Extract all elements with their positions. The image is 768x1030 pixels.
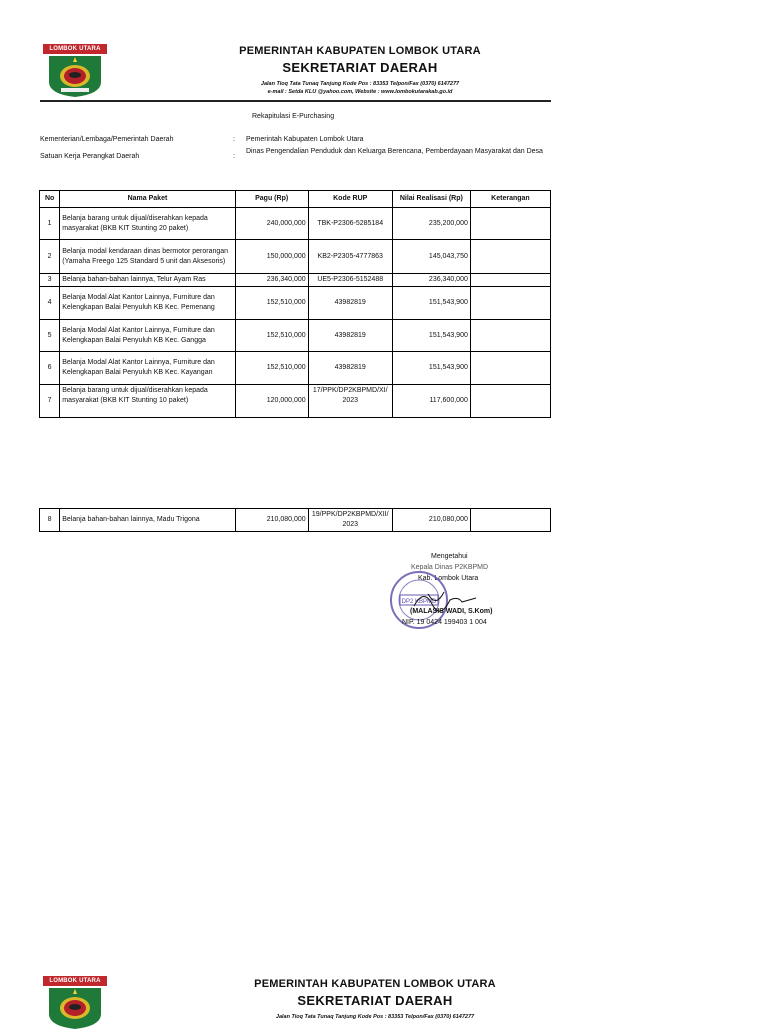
cell-package-name: Belanja Modal Alat Kantor Lainnya, Furniture dan Kelengkapan Balai Penyuluh KB Kec. Kayangan	[60, 352, 235, 385]
work-unit-colon: :	[233, 153, 235, 160]
cell-no: 8	[40, 509, 60, 532]
cell-remarks	[470, 352, 550, 385]
cell-package-name: Belanja bahan-bahan lainnya, Telur Ayam Ras	[60, 274, 235, 287]
cell-remarks	[470, 274, 550, 287]
sig-nip: NIP. 19 0424 199403 1 004	[402, 619, 487, 626]
letterhead-page2	[75, 978, 675, 1021]
header-budget: Pagu (Rp)	[235, 191, 308, 208]
procurement-table	[39, 190, 551, 418]
ministry-colon: :	[233, 136, 235, 143]
cell-package-name: Belanja Modal Alat Kantor Lainnya, Furniture dan Kelengkapan Balai Penyuluh KB Kec. Gangga	[60, 320, 235, 352]
sig-acknowledged: Mengetahui	[431, 553, 468, 560]
document-title: Rekapitulasi E-Purchasing	[252, 113, 335, 120]
table-header-row	[40, 191, 551, 208]
cell-rup-code: 19/PPK/DP2KBPMD/XII/ 2023	[308, 509, 392, 532]
cell-remarks	[470, 320, 550, 352]
procurement-table-continued	[39, 508, 551, 532]
cell-no: 3	[40, 274, 60, 287]
stamp-label: DP2 KBPMD	[401, 599, 437, 605]
table-row	[40, 208, 551, 240]
cell-budget: 152,510,000	[235, 352, 308, 385]
work-unit-value: Dinas Pengendalian Penduduk dan Keluarga Berencana, Pemberdayaan Masyarakat dan Desa	[246, 148, 543, 155]
table-row	[40, 509, 551, 532]
letterhead-title: PEMERINTAH KABUPATEN LOMBOK UTARA	[239, 45, 481, 57]
cell-budget: 152,510,000	[235, 320, 308, 352]
cell-no: 5	[40, 320, 60, 352]
cell-no: 6	[40, 352, 60, 385]
cell-realization: 235,200,000	[392, 208, 470, 240]
table-row	[40, 274, 551, 287]
cell-package-name: Belanja modal kendaraan dinas bermotor perorangan (Yamaha Freego 125 Standard 5 unit dan Aksesoris)	[60, 240, 235, 274]
header-realization: Nilai Realisasi (Rp)	[392, 191, 470, 208]
letterhead	[60, 45, 660, 96]
logo-ribbon: LOMBOK UTARA	[43, 976, 107, 986]
cell-package-name: Belanja barang untuk dijual/diserahkan kepada masyarakat (BKB KIT Stunting 20 paket)	[60, 208, 235, 240]
cell-realization: 117,600,000	[392, 385, 470, 418]
cell-rup-code: TBK-P2306-5285184	[308, 208, 392, 240]
table-row	[40, 240, 551, 274]
ministry-label: Kementerian/Lembaga/Pemerintah Daerah	[40, 136, 174, 143]
sig-position: Kepala Dinas P2KBPMD	[411, 564, 489, 571]
cell-remarks	[470, 509, 550, 532]
letterhead-contact: e-mail : Setda KLU @yahoo.com, Website : www.lombokutarakab.go.id	[267, 89, 453, 95]
header-remarks: Keterangan	[470, 191, 550, 208]
cell-no: 2	[40, 240, 60, 274]
cell-budget: 236,340,000	[235, 274, 308, 287]
letterhead-subtitle: SEKRETARIAT DAERAH	[297, 993, 453, 1008]
cell-rup-code: 17/PPK/DP2KBPMD/XI/ 2023	[308, 385, 392, 418]
cell-remarks	[470, 385, 550, 418]
work-unit-label: Satuan Kerja Perangkat Daerah	[40, 153, 140, 160]
cell-rup-code: 43982819	[308, 352, 392, 385]
cell-realization: 210,080,000	[392, 509, 470, 532]
table-row	[40, 287, 551, 320]
cell-package-name: Belanja Modal Alat Kantor Lainnya, Furniture dan Kelengkapan Balai Penyuluh KB Kec. Pemenang	[60, 287, 235, 320]
cell-package-name: Belanja bahan-bahan lainnya, Madu Trigona	[60, 509, 235, 532]
sig-region: Kab. Lombok Utara	[418, 575, 479, 582]
cell-remarks	[470, 208, 550, 240]
table-row	[40, 320, 551, 352]
cell-budget: 210,080,000	[235, 509, 308, 532]
header-divider	[40, 100, 551, 102]
table-row	[40, 352, 551, 385]
letterhead-address: Jalan Tioq Tata Tunaq Tanjung Kode Pos : 83353 Telpon/Fax (0370) 6147277	[260, 81, 460, 87]
header-no: No	[40, 191, 60, 208]
cell-realization: 236,340,000	[392, 274, 470, 287]
letterhead-subtitle: SEKRETARIAT DAERAH	[282, 60, 438, 75]
cell-rup-code: KB2-P2305-4777863	[308, 240, 392, 274]
ministry-value: Pemerintah Kabupaten Lombok Utara	[246, 136, 364, 143]
letterhead-title: PEMERINTAH KABUPATEN LOMBOK UTARA	[254, 978, 496, 990]
cell-rup-code: 43982819	[308, 320, 392, 352]
logo-ribbon: LOMBOK UTARA	[43, 44, 107, 54]
letterhead-address: Jalan Tioq Tata Tunaq Tanjung Kode Pos : 83353 Telpon/Fax (0370) 6147277	[275, 1014, 475, 1020]
cell-realization: 151,543,900	[392, 287, 470, 320]
cell-realization: 151,543,900	[392, 320, 470, 352]
cell-remarks	[470, 287, 550, 320]
header-rup-code: Kode RUP	[308, 191, 392, 208]
cell-remarks	[470, 240, 550, 274]
cell-budget: 152,510,000	[235, 287, 308, 320]
cell-no: 7	[40, 385, 60, 418]
cell-realization: 151,543,900	[392, 352, 470, 385]
cell-rup-code: 43982819	[308, 287, 392, 320]
cell-no: 4	[40, 287, 60, 320]
table-row	[40, 385, 551, 418]
cell-budget: 150,000,000	[235, 240, 308, 274]
cell-realization: 145,043,750	[392, 240, 470, 274]
header-package-name: Nama Paket	[60, 191, 235, 208]
cell-package-name: Belanja barang untuk dijual/diserahkan kepada masyarakat (BKB KIT Stunting 10 paket)	[60, 385, 235, 418]
cell-no: 1	[40, 208, 60, 240]
cell-budget: 120,000,000	[235, 385, 308, 418]
sig-name: (MALASIS WADI, S.Kom)	[410, 608, 493, 615]
cell-rup-code: UE5-P2306-5152488	[308, 274, 392, 287]
cell-budget: 240,000,000	[235, 208, 308, 240]
